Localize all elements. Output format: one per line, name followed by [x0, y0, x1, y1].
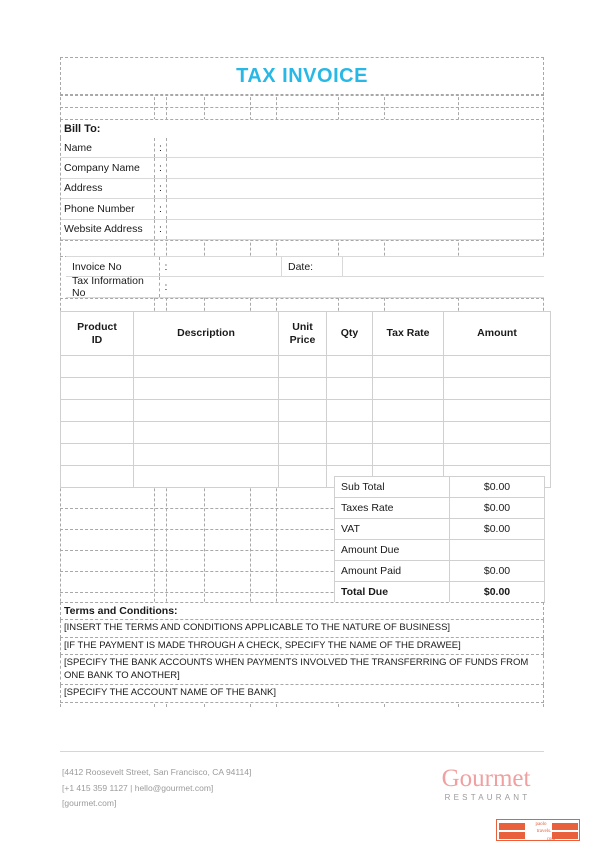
- column-header-description: Description: [134, 312, 279, 356]
- page-title: TAX INVOICE: [236, 64, 368, 87]
- terms-line[interactable]: [SPECIFY THE BANK ACCOUNTS WHEN PAYMENTS INVOLVED THE TRANSFERRING OF FUNDS FROM ONE BANK TO ANOTHER]: [60, 655, 544, 685]
- cell-product-id[interactable]: [61, 400, 134, 422]
- cell-tax-rate[interactable]: [373, 422, 444, 444]
- field-label: Website Address: [61, 220, 155, 239]
- cell-amount[interactable]: [444, 378, 551, 400]
- totals-row-vat: [335, 519, 545, 540]
- field-label: Phone Number: [61, 199, 155, 218]
- footer-contact-line: [+1 415 359 1127 | hello@gourmet.com]: [62, 782, 214, 793]
- field-colon: :: [155, 138, 167, 157]
- tax-information-no-label: Tax Information No: [66, 277, 160, 297]
- field-colon: :: [155, 199, 167, 218]
- totals-value[interactable]: $0.00: [450, 582, 545, 603]
- totals-row-taxes-rate: [335, 498, 545, 519]
- header-line: Price: [289, 333, 316, 346]
- logo-wordmark: Gourmet: [441, 765, 531, 792]
- cell-unit-price[interactable]: [279, 400, 327, 422]
- cell-product-id[interactable]: [61, 356, 134, 378]
- totals-value[interactable]: $0.00: [450, 561, 545, 582]
- badge-line: travels.: [536, 829, 552, 835]
- field-colon: :: [155, 220, 167, 239]
- date-input[interactable]: [342, 257, 544, 276]
- cell-amount[interactable]: [444, 356, 551, 378]
- terms-line[interactable]: [IF THE PAYMENT IS MADE THROUGH A CHECK, SPECIFY THE NAME OF THE DRAWEE]: [60, 638, 544, 656]
- totals-value[interactable]: [450, 540, 545, 561]
- grid-hline: [60, 107, 544, 108]
- badge-line: paolo: [535, 822, 547, 827]
- table-header-row: [61, 312, 551, 356]
- totals-label: VAT: [335, 519, 450, 540]
- badge-text: [515, 821, 567, 843]
- cell-description[interactable]: [134, 378, 279, 400]
- table-row: [61, 444, 551, 466]
- totals-value[interactable]: $0.00: [450, 477, 545, 498]
- field-colon: :: [164, 260, 168, 273]
- cell-tax-rate[interactable]: [373, 356, 444, 378]
- cell-product-id[interactable]: [61, 422, 134, 444]
- terms-and-conditions: [60, 602, 544, 703]
- table-row: [61, 356, 551, 378]
- header-line: Product: [77, 321, 117, 334]
- tax-information-no-row: [66, 277, 544, 298]
- table-row: [61, 400, 551, 422]
- cell-unit-price[interactable]: [279, 422, 327, 444]
- totals-table: [334, 476, 545, 603]
- column-header-unit-price: [279, 312, 327, 356]
- invoice-no-row: [66, 256, 544, 277]
- totals-value[interactable]: $0.00: [450, 519, 545, 540]
- cell-qty[interactable]: [327, 400, 373, 422]
- bill-to-fields: [60, 138, 544, 240]
- column-header-product-id: [61, 312, 134, 356]
- grid-hline: [60, 240, 544, 241]
- totals-row-amount-due: [335, 540, 545, 561]
- terms-heading: Terms and Conditions:: [60, 602, 544, 620]
- line-items-table: [60, 311, 551, 488]
- bill-to-label: Bill To:: [64, 123, 101, 135]
- invoice-no-label: Invoice No: [66, 257, 160, 276]
- paolo-travels-watermark: [496, 819, 580, 841]
- bill-to-row-phone-number: [61, 199, 543, 219]
- cell-tax-rate[interactable]: [373, 400, 444, 422]
- bill-to-heading-row: [60, 119, 544, 138]
- badge-line: com: [546, 836, 556, 842]
- totals-row-amount-paid: [335, 561, 545, 582]
- cell-qty[interactable]: [327, 422, 373, 444]
- bill-to-row-company-name: [61, 158, 543, 178]
- cell-tax-rate[interactable]: [373, 444, 444, 466]
- field-label: Company Name: [61, 158, 155, 177]
- date-label: Date:: [288, 260, 314, 273]
- cell-description[interactable]: [134, 444, 279, 466]
- totals-label: Amount Due: [335, 540, 450, 561]
- totals-label: Sub Total: [335, 477, 450, 498]
- totals-row-sub-total: [335, 477, 545, 498]
- invoice-title-band: [60, 57, 544, 95]
- bill-to-row-name: [61, 138, 543, 158]
- column-header-qty: Qty: [327, 312, 373, 356]
- brand-logo: [427, 766, 545, 802]
- column-header-amount: Amount: [444, 312, 551, 356]
- header-line: ID: [91, 333, 103, 346]
- cell-product-id[interactable]: [61, 466, 134, 488]
- footer-contact-info: [62, 765, 251, 812]
- table-row: [61, 422, 551, 444]
- totals-value[interactable]: $0.00: [450, 498, 545, 519]
- column-header-tax-rate: Tax Rate: [373, 312, 444, 356]
- totals-label: Amount Paid: [335, 561, 450, 582]
- invoice-meta-block: [66, 256, 544, 298]
- cell-product-id[interactable]: [61, 378, 134, 400]
- cell-unit-price[interactable]: [279, 444, 327, 466]
- footer-divider: [60, 751, 544, 752]
- cell-tax-rate[interactable]: [373, 378, 444, 400]
- cell-unit-price[interactable]: [279, 378, 327, 400]
- table-row: [61, 378, 551, 400]
- cell-description[interactable]: [134, 356, 279, 378]
- cell-unit-price[interactable]: [279, 356, 327, 378]
- bill-to-row-website-address: [61, 220, 543, 240]
- bill-to-row-address: [61, 179, 543, 199]
- line-items-body: [61, 356, 551, 488]
- terms-line[interactable]: [SPECIFY THE ACCOUNT NAME OF THE BANK]: [60, 685, 544, 703]
- cell-product-id[interactable]: [61, 444, 134, 466]
- field-colon: :: [155, 158, 167, 177]
- cell-amount[interactable]: [444, 422, 551, 444]
- cell-unit-price[interactable]: [279, 466, 327, 488]
- footer-website: [gourmet.com]: [62, 798, 117, 809]
- cell-description[interactable]: [134, 466, 279, 488]
- cell-qty[interactable]: [327, 356, 373, 378]
- cell-amount[interactable]: [444, 444, 551, 466]
- cell-description[interactable]: [134, 422, 279, 444]
- totals-label: Taxes Rate: [335, 498, 450, 519]
- invoice-no-input[interactable]: [172, 257, 282, 276]
- field-label: Address: [61, 179, 155, 198]
- footer-address: [4412 Roosevelt Street, San Francisco, CA 94114]: [62, 767, 252, 777]
- cell-amount[interactable]: [444, 400, 551, 422]
- logo-tagline: RESTAURANT: [444, 793, 531, 802]
- header-line: Unit: [292, 321, 313, 334]
- field-colon: :: [155, 179, 167, 198]
- totals-label: Total Due: [335, 582, 450, 603]
- field-label: Name: [61, 138, 155, 157]
- totals-row-total-due: [335, 582, 545, 603]
- cell-description[interactable]: [134, 400, 279, 422]
- cell-qty[interactable]: [327, 378, 373, 400]
- terms-line[interactable]: [INSERT THE TERMS AND CONDITIONS APPLICABLE TO THE NATURE OF BUSINESS]: [60, 620, 544, 638]
- grid-hline: [60, 95, 544, 96]
- cell-qty[interactable]: [327, 444, 373, 466]
- field-colon: :: [164, 281, 168, 293]
- tax-information-no-input[interactable]: [172, 277, 544, 297]
